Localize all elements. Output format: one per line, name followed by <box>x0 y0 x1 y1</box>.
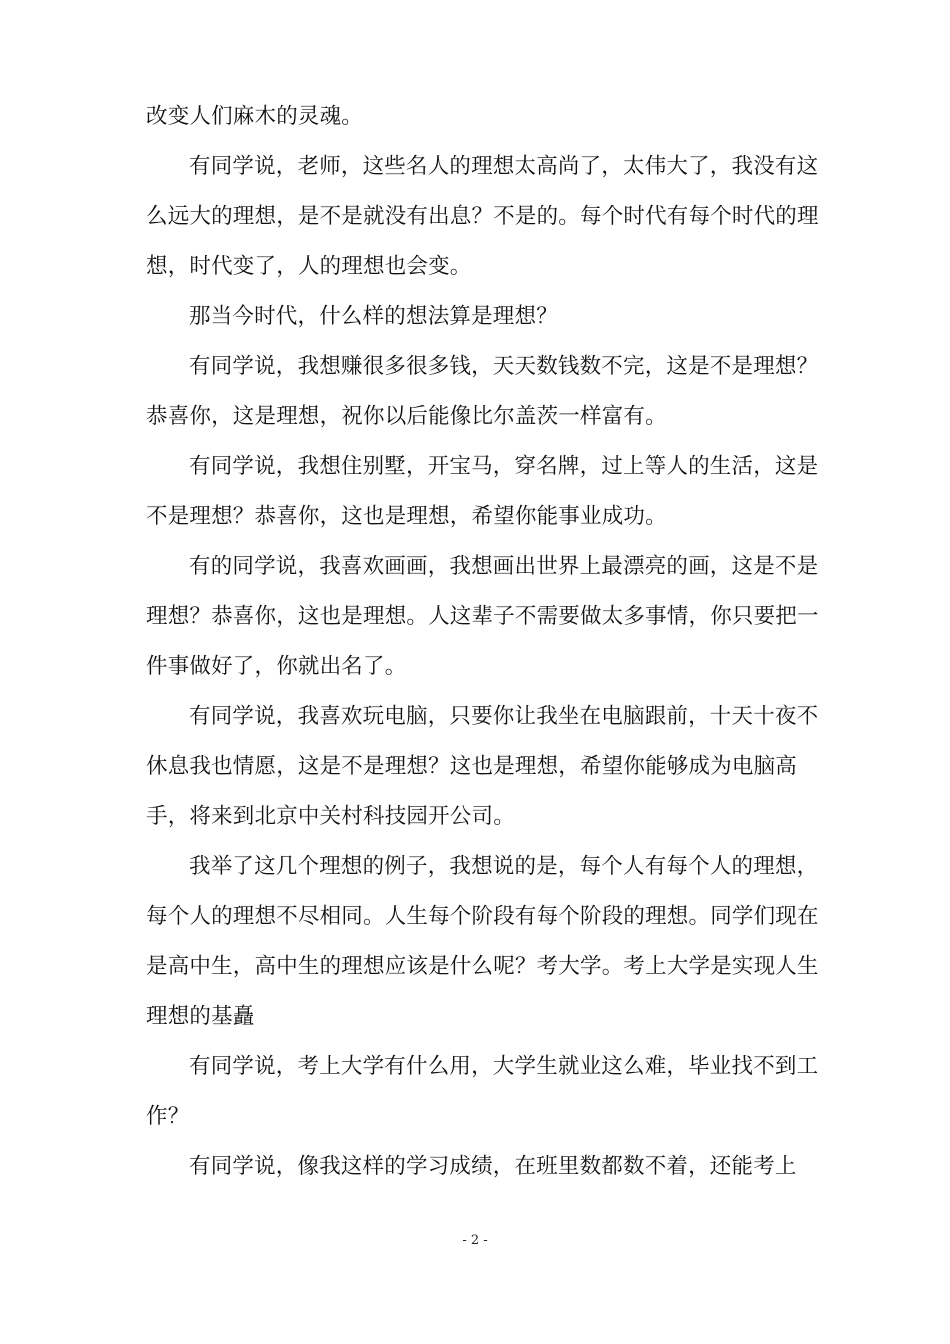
paragraph-2: 有同学说，老师，这些名人的理想太高尚了，太伟大了，我没有这么远大的理想，是不是就没有出息？不是的。每个时代有每个时代的理想，时代变了，人的理想也会变。 <box>146 154 819 279</box>
paragraph-7: 有同学说，我喜欢玩电脑，只要你让我坐在电脑跟前，十天十夜不休息我也情愿，这是不是理想？这也是理想，希望你能够成为电脑高手，将来到北京中关村科技园开公司。 <box>146 704 819 829</box>
paragraph-10: 有同学说，像我这样的学习成绩，在班里数都数不着，还能考上 <box>189 1154 797 1179</box>
paragraph-4: 有同学说，我想赚很多很多钱，天天数钱数不完，这是不是理想？恭喜你，这是理想，祝你以后能像比尔盖茨一样富有。 <box>146 354 819 429</box>
paragraph-5: 有同学说，我想住别墅，开宝马，穿名牌，过上等人的生活，这是不是理想？恭喜你，这也是理想，希望你能事业成功。 <box>146 454 819 529</box>
paragraph-9: 有同学说，考上大学有什么用，大学生就业这么难，毕业找不到工作？ <box>146 1054 819 1129</box>
paragraph-3: 那当今时代，什么样的想法算是理想？ <box>189 304 558 329</box>
paragraph-6: 有的同学说，我喜欢画画，我想画出世界上最漂亮的画，这是不是理想？恭喜你，这也是理想。人这辈子不需要做太多事情，你只要把一件事做好了，你就出名了。 <box>146 554 819 679</box>
paragraph-8: 我举了这几个理想的例子，我想说的是，每个人有每个人的理想，每个人的理想不尽相同。人生每个阶段有每个阶段的理想。同学们现在是高中生，高中生的理想应该是什么呢？考大学。考上大学是实现人生理想的基矗 <box>146 854 819 1029</box>
body-text <box>146 92 820 1192</box>
page-number: - 2 - <box>462 1233 488 1248</box>
paragraph-1: 改变人们麻木的灵魂。 <box>146 104 364 129</box>
